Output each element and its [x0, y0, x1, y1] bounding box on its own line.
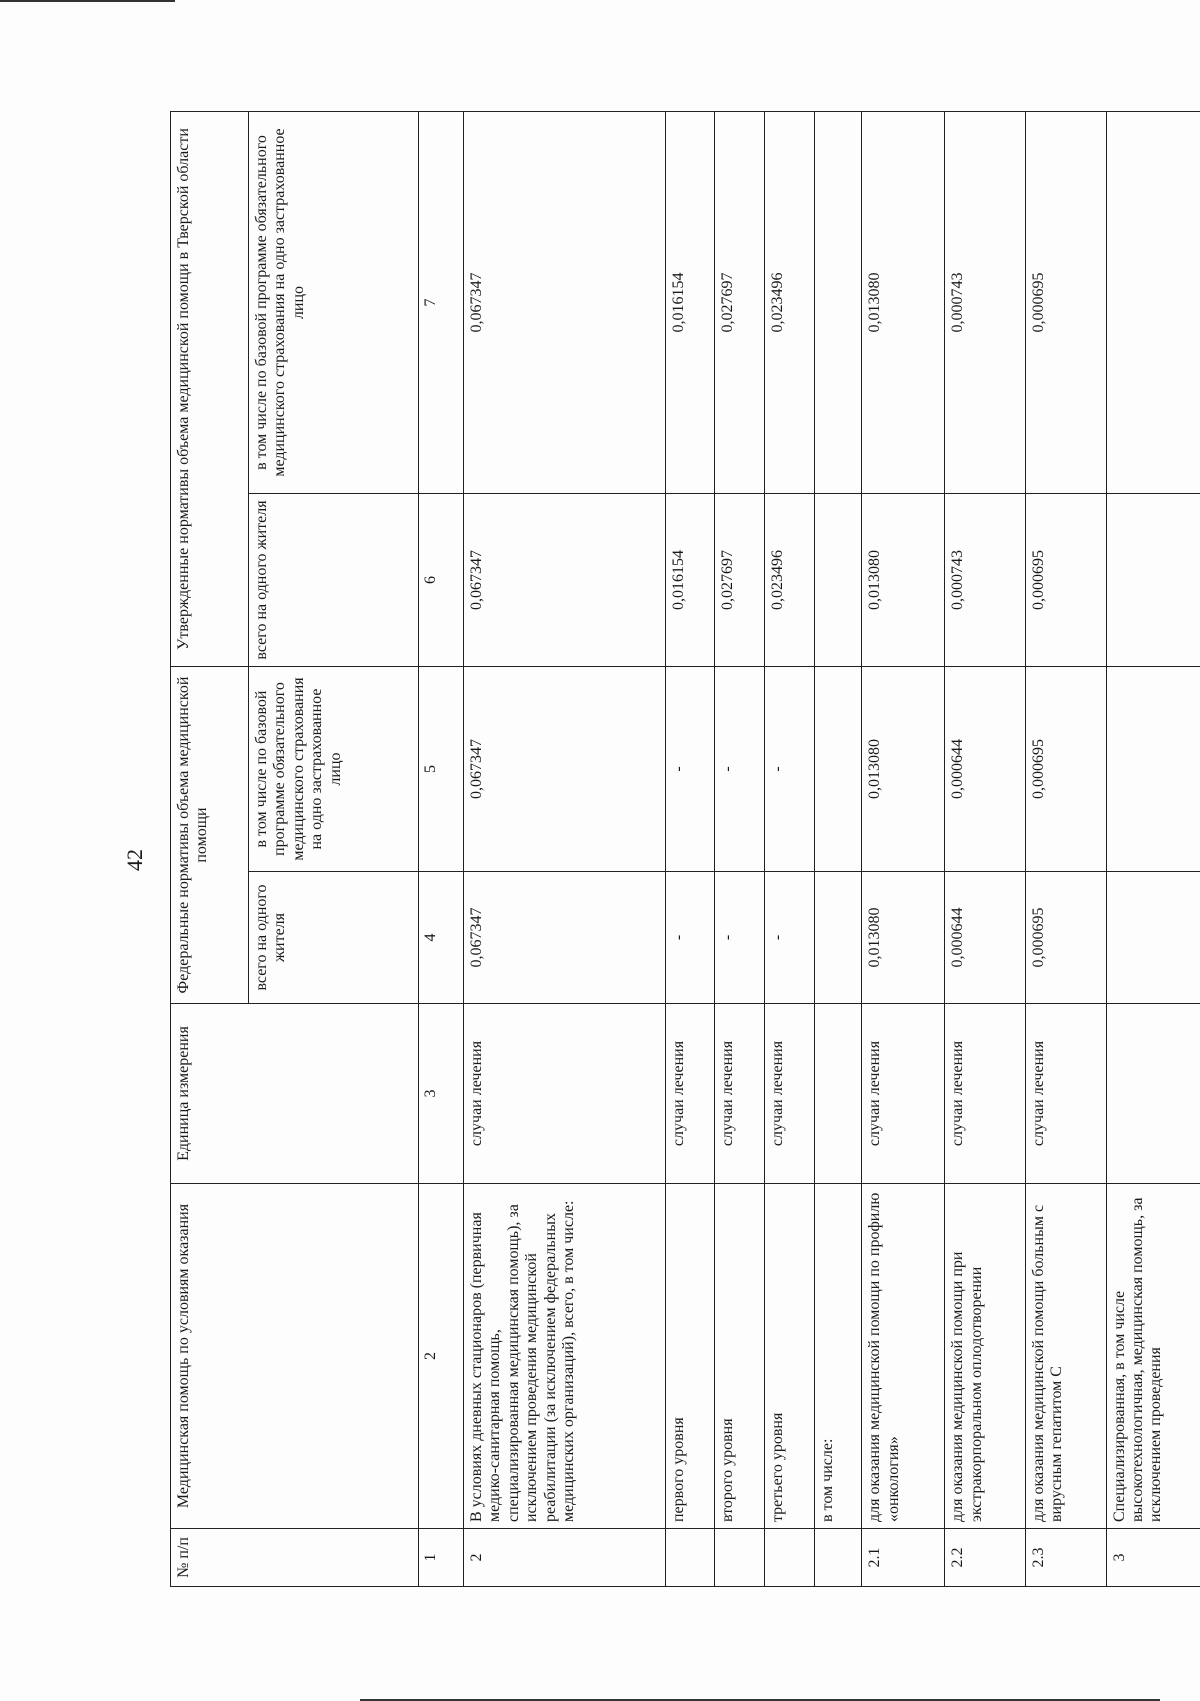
row-appr-oms: 0,023496 [765, 112, 815, 494]
row-num [815, 1529, 862, 1587]
row-care: В условиях дневных стационаров (первичная медико-санитарная помощь, специализированная медицинская помощь), за исключением проведения медицинской реабилитации (за исключением федеральных медицинских организаций), всего, в том числе: [464, 1184, 666, 1529]
row-unit: случаи лечения [945, 1004, 1026, 1184]
row-num [715, 1529, 765, 1587]
column-number: 1 [419, 1529, 464, 1587]
row-appr-total: 0,016154 [665, 494, 715, 667]
header-fed-total: всего на одного жителя [249, 872, 419, 1004]
row-appr-oms: 0,000743 [945, 112, 1026, 494]
table-row [665, 112, 715, 1587]
row-fed-total: - [715, 872, 765, 1004]
row-care: первого уровня [665, 1184, 715, 1529]
row-care: второго уровня [715, 1184, 765, 1529]
row-num: 2.1 [862, 1529, 945, 1587]
header-appr-total: всего на одного жителя [249, 494, 419, 667]
row-appr-total: 0,027697 [715, 494, 765, 667]
table-row [945, 112, 1026, 1587]
header-fed-oms: в том числе по базовой программе обязательного медицинского страхования на одно застрахованное лицо [249, 667, 419, 872]
table-row [1026, 112, 1107, 1587]
row-appr-oms: 0,027697 [715, 112, 765, 494]
row-fed-oms: - [665, 667, 715, 872]
row-unit: случаи лечения [665, 1004, 715, 1184]
column-number: 2 [419, 1184, 464, 1529]
row-care: для оказания медицинской помощи больным с вирусным гепатитом С [1026, 1184, 1107, 1529]
row-fed-oms: - [715, 667, 765, 872]
row-fed-total: 0,000644 [945, 872, 1026, 1004]
header-approved-standards: Утвержденные нормативы объема медицинской помощи в Тверской области [171, 112, 249, 667]
row-num [665, 1529, 715, 1587]
row-appr-total: 0,013080 [862, 494, 945, 667]
row-care: третьего уровня [765, 1184, 815, 1529]
row-appr-total: 0,067347 [464, 494, 666, 667]
table-row [464, 112, 666, 1587]
row-fed-oms: 0,000695 [1026, 667, 1107, 872]
row-fed-oms [815, 667, 862, 872]
row-care: для оказания медицинской помощи при экстракорпоральном оплодотворении [945, 1184, 1026, 1529]
row-fed-total: 0,013080 [862, 872, 945, 1004]
row-fed-oms [1106, 667, 1200, 872]
row-fed-oms: 0,067347 [464, 667, 666, 872]
row-appr-total: 0,000695 [1026, 494, 1107, 667]
row-fed-oms: 0,013080 [862, 667, 945, 872]
row-fed-total: 0,067347 [464, 872, 666, 1004]
row-care: Специализированная, в том числе высокотехнологичная, медицинская помощь, за исключением проведения [1106, 1184, 1200, 1529]
rotated-table-container [170, 112, 1200, 1587]
table-row [815, 112, 862, 1587]
row-appr-oms: 0,013080 [862, 112, 945, 494]
row-fed-total: 0,000695 [1026, 872, 1107, 1004]
row-fed-oms: 0,000644 [945, 667, 1026, 872]
header-unit: Единица измерения [171, 1004, 419, 1184]
standards-table [170, 111, 1200, 1587]
row-appr-oms [1106, 112, 1200, 494]
header-num: № п/п [171, 1529, 419, 1587]
row-num: 3 [1106, 1529, 1200, 1587]
row-care: для оказания медицинской помощи по профилю «онкология» [862, 1184, 945, 1529]
row-care: в том числе: [815, 1184, 862, 1529]
row-appr-total: 0,023496 [765, 494, 815, 667]
table-row [862, 112, 945, 1587]
row-fed-oms: - [765, 667, 815, 872]
page-number: 42 [122, 849, 147, 871]
header-federal-standards: Федеральные нормативы объема медицинской помощи [171, 667, 249, 1004]
row-unit: случаи лечения [862, 1004, 945, 1184]
column-number: 5 [419, 667, 464, 872]
row-appr-oms: 0,000695 [1026, 112, 1107, 494]
column-number-row [419, 112, 464, 1587]
header-care-conditions: Медицинская помощь по условиям оказания [171, 1184, 419, 1529]
row-unit [815, 1004, 862, 1184]
row-num [765, 1529, 815, 1587]
row-fed-total [815, 872, 862, 1004]
column-number: 4 [419, 872, 464, 1004]
column-number: 3 [419, 1004, 464, 1184]
table-row [765, 112, 815, 1587]
row-appr-total: 0,000743 [945, 494, 1026, 667]
row-appr-oms: 0,016154 [665, 112, 715, 494]
table-row [1106, 112, 1200, 1587]
row-appr-total [815, 494, 862, 667]
row-appr-total [1106, 494, 1200, 667]
row-fed-total: - [665, 872, 715, 1004]
row-appr-oms [815, 112, 862, 494]
column-number: 7 [419, 112, 464, 494]
row-unit: случаи лечения [464, 1004, 666, 1184]
row-fed-total [1106, 872, 1200, 1004]
row-appr-oms: 0,067347 [464, 112, 666, 494]
scan-edge-line-top [0, 0, 175, 2]
row-fed-total: - [765, 872, 815, 1004]
row-num: 2 [464, 1529, 666, 1587]
row-unit: случаи лечения [765, 1004, 815, 1184]
row-unit: случаи лечения [1026, 1004, 1107, 1184]
row-unit: случаи лечения [715, 1004, 765, 1184]
row-num: 2.3 [1026, 1529, 1107, 1587]
row-unit [1106, 1004, 1200, 1184]
column-number: 6 [419, 494, 464, 667]
row-num: 2.2 [945, 1529, 1026, 1587]
header-appr-oms: в том числе по базовой программе обязательного медицинского страхования на одно застрахованное лицо [249, 112, 419, 494]
table-row [715, 112, 765, 1587]
